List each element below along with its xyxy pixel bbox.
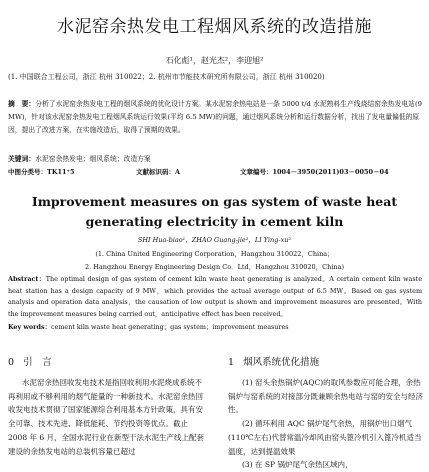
keywords-text-en: cement kiln waste heat generating；gas system；improvement measures bbox=[51, 323, 289, 331]
abstract-label-en: Abstract： bbox=[8, 275, 46, 283]
body-paragraph: (1) 窑头余热锅炉(AQC)的取风参数应可能合理，余热锅炉与窑系统的对接部分既兼顾余热电站与窑的安全与经济性。 bbox=[228, 378, 423, 415]
affiliation-en-1: (1. China United Engineering Corporation，Hangzhou 310022，China； bbox=[95, 250, 334, 258]
section-number-intro: 0 bbox=[8, 357, 15, 368]
keywords-text-cn: 水泥窑余热发电；烟风系统；改造方案 bbox=[35, 155, 151, 163]
section-number-optimization: 1 bbox=[228, 357, 235, 368]
section-heading-intro bbox=[8, 354, 52, 368]
paper-title-cn: 水泥窑余热发电工程烟风系统的改造措施 bbox=[57, 17, 372, 37]
body-paragraph: (3) 在 SP 锅炉尾气余热区域内， bbox=[242, 460, 353, 470]
body-column-right bbox=[228, 376, 428, 472]
section-title-optimization: 烟风系统优化措施 bbox=[243, 357, 320, 368]
section-heading-optimization bbox=[228, 354, 319, 368]
keywords-label-cn: 关键词： bbox=[8, 155, 36, 163]
article-number: 文章编号：1004－3950(2011)03－0050－04 bbox=[240, 168, 389, 176]
body-paragraph: (2) 循环利用 AQC 锅炉尾气余热，用锅炉出口烟气(110℃左右)代替常温冷却风由窑头篦冷机引入篦冷机适当温度，达到提温效果 bbox=[228, 419, 422, 456]
abstract-label-cn: 摘 要： bbox=[8, 100, 36, 108]
body-column-left bbox=[8, 376, 208, 458]
keywords-label-en: Key words： bbox=[8, 323, 52, 331]
abstract-en bbox=[8, 274, 422, 320]
abstract-text-cn: 分析了水泥窑余热发电工程的烟风系统的优化设计方案。某水泥窑余热电站是一条 5000 t/d 水泥熟料生产线烧结窑余热发电站(9 MW)，针对该水泥窑余热发电工程烟风系统运行效果(平均 6.5 MW)的问题，通过烟风系统分析和运行数据分析，找出了发电量偏低的原因，提出了改进方案，在实施改造后，取得了预期的效果。 bbox=[8, 100, 422, 134]
body-paragraph: 水泥窑余热回收发电技术是指回收利用水泥烧成系统不再利用或不够利用的烟气能量的一种新技术。水泥窑余热回收发电技术贯彻了国家能源综合利用基本方针政策，具有安全可靠、技术先进、降低能耗、节约投资等优点。截止 2008 年 6 月，全国水泥行业在新型干法水泥生产线上配套建设的余热发电站的总装机容量已超过 bbox=[8, 378, 205, 456]
affiliation-cn: (1. 中国联合工程公司，浙江 杭州 310022；2. 杭州市节能技术研究所有限公司，浙江 杭州 310020) bbox=[8, 73, 325, 81]
abstract-text-en: The optimal design of gas system of cement kiln waste heat generating is analyzed。A certain cement kiln waste heat station has a design capacity of 9 MW，which provides the actual average output of 6.5 MW。Based on gas system analysis and operation data analysis，the causation of low output is shown and improvement measures are presented。With the improvement measures being carried out，anticipative effect has been received。 bbox=[8, 275, 422, 318]
abstract-cn bbox=[8, 98, 422, 137]
affiliation-en-2: 2. Hangzhou Energy Engineering Design Co．Ltd，Hangzhou 310020，China) bbox=[84, 263, 345, 271]
authors-en: SHI Hua-biao¹，ZHAO Guang-jie²，LI Ying-xu² bbox=[137, 236, 292, 244]
authors-cn: 石化彪¹，赵光杰²，李迎旭² bbox=[165, 56, 264, 65]
keywords-en bbox=[8, 322, 422, 331]
document-code: 文献标识码：A bbox=[136, 168, 181, 176]
keywords-cn bbox=[8, 153, 422, 163]
title-en-line2: generating electricity in cement kiln bbox=[85, 214, 344, 229]
paper-title-en bbox=[0, 192, 429, 232]
section-title-intro: 引 言 bbox=[23, 357, 52, 368]
title-en-line1: Improvement measures on gas system of waste heat bbox=[31, 194, 398, 209]
clc-number: 中图分类号：TK11⁺5 bbox=[8, 168, 75, 176]
